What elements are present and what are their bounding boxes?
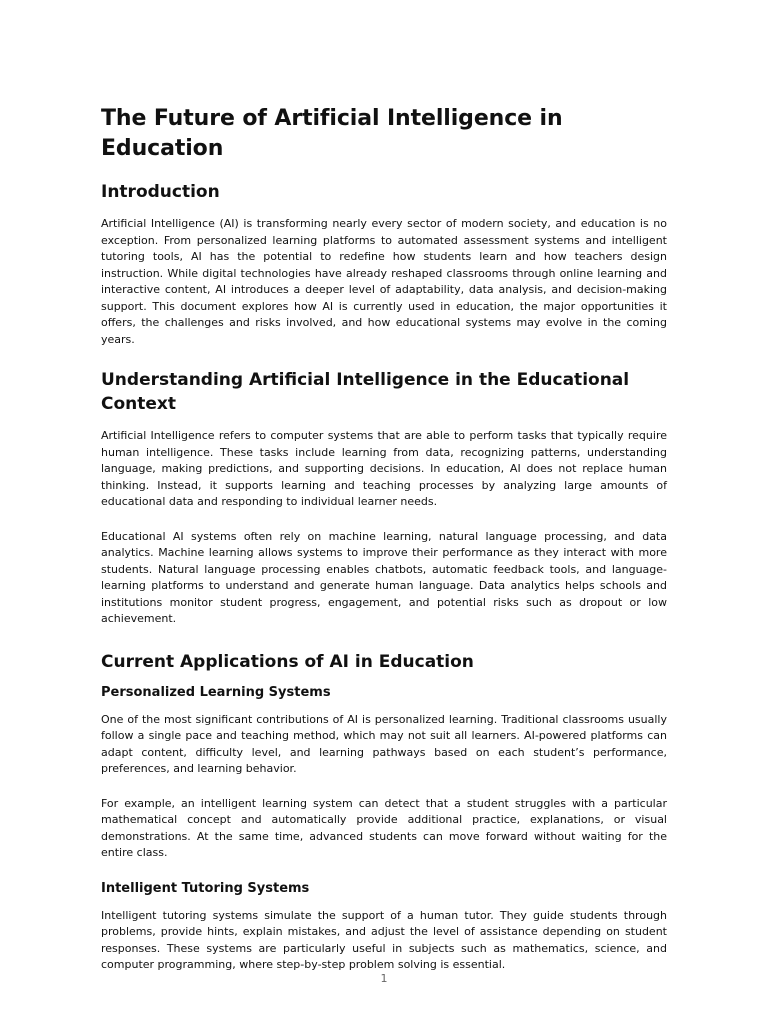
introduction-paragraph: Artificial Intelligence (AI) is transforming nearly every sector of modern society, and education is no exception. From personalized learning platforms to automated assessment systems and intelligent tutoring tools, AI has the potential to redefine how students learn and how teachers design instruction. While digital technologies have already reshaped classrooms through online learning and interactive content, AI introduces a deeper level of adaptability, data analysis, and decision-making support. This document explores how AI is currently used in education, the major opportunities it offers, the challenges and risks involved, and how educational systems may evolve in the coming years. xyxy=(101,217,667,346)
current-applications-heading: Current Applications of AI in Education xyxy=(101,651,474,672)
intelligent-tutoring-paragraph: Intelligent tutoring systems simulate the support of a human tutor. They guide students through problems, provide hints, explain mistakes, and adjust the level of assistance depending on student responses. These systems are particularly useful in subjects such as mathematics, science, and computer programming, where step-by-step problem solving is essential. xyxy=(101,908,667,971)
personalized-learning-paragraph-2: For example, an intelligent learning system can detect that a student struggles with a particular mathematical concept and automatically provide additional practice, explanations, or visual demonstrations. At the same time, advanced students can move forward without waiting for the entire class. xyxy=(101,796,667,859)
understanding-paragraph-1: Artificial Intelligence refers to computer systems that are able to perform tasks that typically require human intelligence. These tasks include learning from data, recognizing patterns, understanding language, making predictions, and supporting decisions. In education, AI does not replace human thinking. Instead, it supports learning and teaching processes by analyzing large amounts of educational data and responding to individual learner needs. xyxy=(101,429,667,508)
understanding-paragraph-2: Educational AI systems often rely on machine learning, natural language processing, and data analytics. Machine learning allows systems to improve their performance as they interact with more students. Natural language processing enables chatbots, automatic feedback tools, and language-learning platforms to understand and generate human language. Data analytics helps schools and institutions monitor student progress, engagement, and potential risks such as dropout or low achievement. xyxy=(101,529,667,625)
understanding-heading: Understanding Artificial Intelligence in the Educational Context xyxy=(101,370,630,414)
current-applications-section xyxy=(101,650,667,974)
introduction-heading: Introduction xyxy=(101,182,220,202)
personalized-learning-paragraph-1: One of the most significant contributions of AI is personalized learning. Traditional classrooms usually follow a single pace and teaching method, which may not suit all learners. AI-powered platforms can adapt content, difficulty level, and learning pathways based on each student’s performance, preferences, and learning behavior. xyxy=(101,712,667,775)
document-page xyxy=(101,104,667,974)
introduction-section xyxy=(101,180,667,348)
understanding-section xyxy=(101,368,667,628)
page-number: 1 xyxy=(380,972,388,985)
title-wrap xyxy=(101,104,667,164)
intelligent-tutoring-heading: Intelligent Tutoring Systems xyxy=(101,880,310,896)
document-title: The Future of Artificial Intelligence in Education xyxy=(101,106,563,161)
personalized-learning-heading: Personalized Learning Systems xyxy=(101,684,331,700)
